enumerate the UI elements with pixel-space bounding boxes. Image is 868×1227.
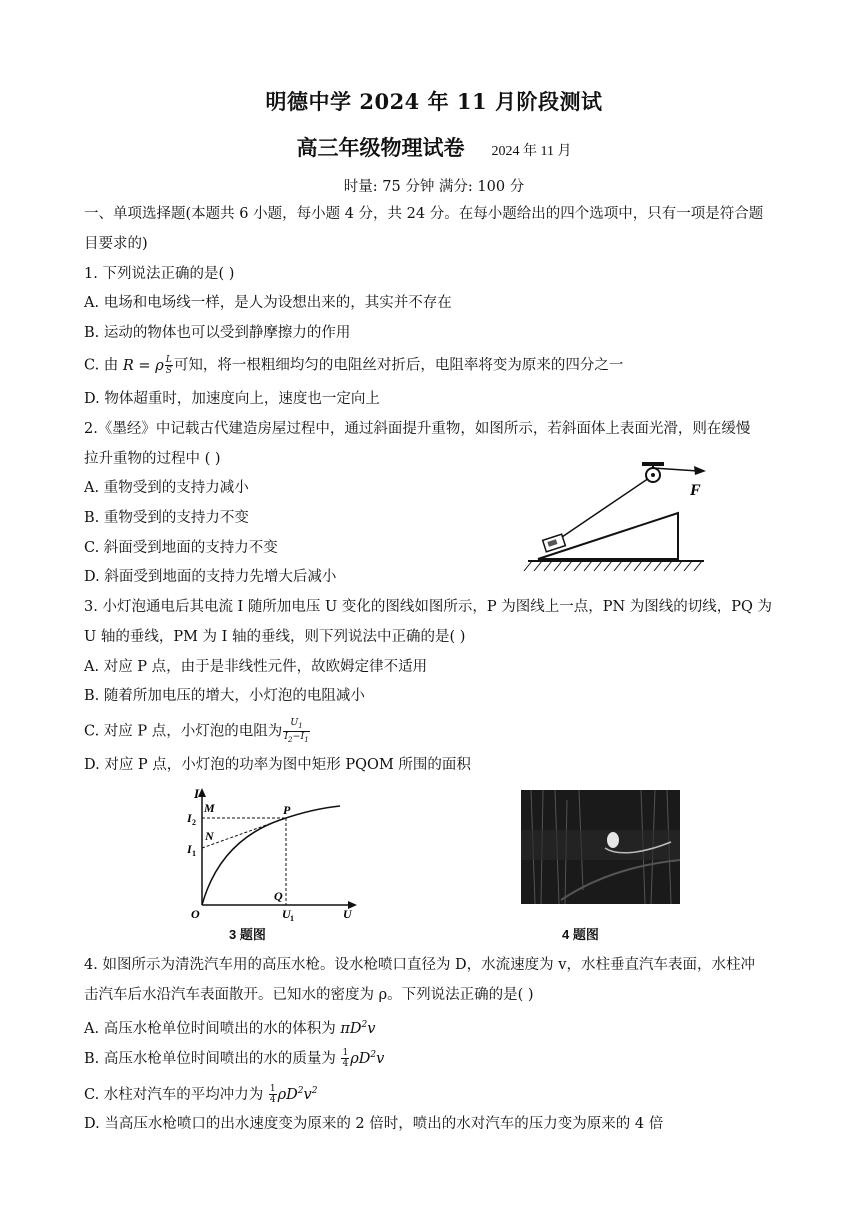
label-u1: U [282, 907, 291, 921]
q4-option-c [84, 1081, 789, 1105]
q1-option-c-suffix: 可知，将一根粗细均匀的电阻丝对折后，电阻率将变为原来的四分之一 [173, 357, 624, 374]
label-i: I [194, 786, 200, 801]
q4-photo-illustration [521, 790, 680, 904]
force-label-f: F [690, 482, 701, 499]
ground-hatching [524, 561, 702, 571]
q1-stem: 1. 下列说法正确的是( ) [84, 266, 235, 282]
q2-option-c: C. 斜面受到地面的支持力不变 [84, 540, 278, 556]
rope [562, 476, 652, 537]
i-axis-arrow-icon [198, 788, 206, 797]
exam-title: 明德中学 2024 年 11 月阶段测试 [265, 89, 603, 114]
q4-fig-caption: 4 题图 [562, 927, 599, 942]
q4-option-b-prefix: B. 高压水枪单位时间喷出的水的质量为 [84, 1050, 341, 1067]
force-arrow-icon [694, 466, 706, 475]
q3-option-b: B. 随着所加电压的增大，小灯泡的电阻减小 [84, 688, 365, 704]
q2-incline-figure [520, 455, 720, 575]
pull-rope [653, 468, 698, 471]
q4-b-formula: $\frac{1}{4}$ $\rho D^2v$ [342, 1048, 385, 1070]
q3-option-c [84, 718, 789, 745]
q1-option-c [84, 355, 789, 376]
label-u1-sub: 1 [290, 914, 294, 922]
label-i1: I [187, 842, 192, 856]
section-heading-line1: 一、单项选择题(本题共 6 小题，每小题 4 分，共 24 分。在每小题给出的四个选项中，只有一项是符合题 [84, 206, 764, 222]
q1-option-c-prefix: C. 由 [84, 357, 123, 374]
q2-option-d: D. 斜面受到地面的支持力先增大后减小 [84, 569, 337, 585]
label-n: N [205, 829, 214, 843]
pulley-mount [642, 462, 664, 466]
q2-option-b: B. 重物受到的支持力不变 [84, 510, 249, 526]
q2-stem-line1: 2.《墨经》中记载古代建造房屋过程中，通过斜面提升重物，如图所示，若斜面体上表面光滑，则在缓慢 [84, 421, 751, 437]
q3-option-a: A. 对应 P 点，由于是非线性元件，故欧姆定律不适用 [84, 659, 428, 675]
label-u: U [343, 907, 352, 921]
q4-option-b [84, 1045, 789, 1069]
label-m: M [204, 801, 215, 815]
q4-option-a-prefix: A. 高压水枪单位时间喷出的水的体积为 [84, 1020, 341, 1037]
q1-option-b: B. 运动的物体也可以受到静摩擦力的作用 [84, 325, 351, 341]
q3-fraction: $\frac{U_1}{I_2-I_1}$ [284, 717, 309, 744]
label-i1-sub: 1 [192, 849, 196, 858]
q1-option-a: A. 电场和电场线一样，是人为设想出来的，其实并不存在 [84, 295, 452, 311]
q4-option-a [84, 1015, 789, 1039]
q3-option-d: D. 对应 P 点，小灯泡的功率为图中矩形 PQOM 所围的面积 [84, 757, 471, 773]
q2-stem-line2: 拉升重物的过程中 ( ) [84, 451, 221, 467]
q4-stem-line2: 击汽车后水沿汽车表面散开。已知水的密度为 ρ。下列说法正确的是( ) [84, 987, 534, 1003]
q4-a-formula: $\pi D^2v$ [340, 1020, 376, 1037]
label-i2: I [187, 811, 192, 825]
q4-option-c-prefix: C. 水柱对汽车的平均冲力为 [84, 1086, 268, 1103]
q4-stem-line1: 4. 如图所示为清洗汽车用的高压水枪。设水枪喷口直径为 D，水流速度为 v，水柱垂直汽车表面，水柱冲 [84, 957, 755, 973]
exam-date: 2024 年 11 月 [491, 144, 572, 159]
tangent-pn [202, 818, 286, 848]
q4-option-d: D. 当高压水枪喷口的出水速度变为原来的 2 倍时，喷出的水对汽车的压力变为原来的 4 倍 [84, 1116, 664, 1132]
q2-option-a: A. 重物受到的支持力减小 [84, 480, 249, 496]
exam-meta: 时量: 75 分钟 满分: 100 分 [343, 179, 525, 195]
q1-formula: R = ρ $\frac{L}{S}$ [122, 355, 172, 376]
label-i2-sub: 2 [192, 818, 196, 827]
label-q: Q [274, 889, 283, 903]
q3-stem-line1: 3. 小灯泡通电后其电流 I 随所加电压 U 变化的图线如图所示，P 为图线上一点，PN 为图线的切线，PQ 为 [84, 599, 772, 615]
exam-subtitle: 高三年级物理试卷 [296, 135, 465, 160]
iu-curve [202, 806, 340, 905]
q4-photo [521, 790, 680, 904]
q1-option-d: D. 物体超重时，加速度向上，速度也一定向上 [84, 391, 380, 407]
q4-c-formula: $\frac{1}{4}$ $\rho D^2v^2$ [269, 1084, 318, 1106]
subtitle-row [0, 132, 868, 162]
q3-fig-caption: 3 题图 [229, 927, 266, 942]
q3-iu-graph [180, 782, 370, 922]
label-o: O [191, 907, 200, 921]
label-p: P [283, 803, 291, 817]
q3-option-c-prefix: C. 对应 P 点，小灯泡的电阻为 [84, 723, 283, 740]
section-heading-line2: 目要求的) [84, 236, 148, 252]
q3-stem-line2: U 轴的垂线，PM 为 I 轴的垂线，则下列说法中正确的是( ) [84, 629, 466, 645]
